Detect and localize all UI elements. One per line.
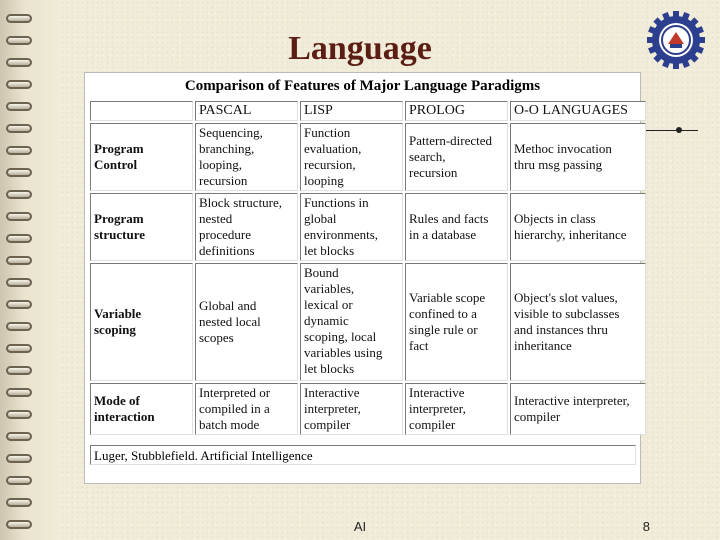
table-row bbox=[90, 383, 646, 435]
binding-ring bbox=[6, 80, 32, 89]
table-row bbox=[90, 123, 646, 191]
page-number: 8 bbox=[642, 519, 650, 534]
row-label: Mode of interaction bbox=[90, 383, 193, 435]
comparison-table-figure bbox=[84, 72, 641, 484]
table-cell: Sequencing, branching, looping, recursion bbox=[195, 123, 298, 191]
binding-ring bbox=[6, 454, 32, 463]
table-cell: Pattern-directed search, recursion bbox=[405, 123, 508, 191]
table-cell: Rules and facts in a database bbox=[405, 193, 508, 261]
binding-ring bbox=[6, 520, 32, 529]
header-prolog: PROLOG bbox=[405, 101, 508, 121]
table-cell: Variable scope confined to a single rule or fact bbox=[405, 263, 508, 381]
binding-ring bbox=[6, 278, 32, 287]
table-cell: Interactive interpreter, compiler bbox=[405, 383, 508, 435]
table-cell: Objects in class hierarchy, inheritance bbox=[510, 193, 646, 261]
comparison-table bbox=[88, 99, 648, 437]
table-cell: Function evaluation, recursion, looping bbox=[300, 123, 403, 191]
table-title: Comparison of Features of Major Language Paradigms bbox=[184, 78, 541, 94]
header-pascal: PASCAL bbox=[195, 101, 298, 121]
table-row bbox=[90, 263, 646, 381]
binding-ring bbox=[6, 344, 32, 353]
binding-ring bbox=[6, 388, 32, 397]
binding-ring bbox=[6, 498, 32, 507]
binding-ring bbox=[6, 168, 32, 177]
header-oo-languages: O-O LANGUAGES bbox=[510, 101, 646, 121]
decorative-rule bbox=[640, 130, 698, 131]
footer-label: AI bbox=[353, 519, 367, 534]
binding-ring bbox=[6, 366, 32, 375]
row-label: Program Control bbox=[90, 123, 193, 191]
binding-ring bbox=[6, 410, 32, 419]
table-header-row bbox=[90, 101, 646, 121]
spiral-binding bbox=[0, 0, 60, 540]
row-label: Program structure bbox=[90, 193, 193, 261]
binding-ring bbox=[6, 124, 32, 133]
table-cell: Methoc invocation thru msg passing bbox=[510, 123, 646, 191]
binding-ring bbox=[6, 476, 32, 485]
table-cell: Interpreted or compiled in a batch mode bbox=[195, 383, 298, 435]
table-cell: Global and nested local scopes bbox=[195, 263, 298, 381]
gear-logo-icon bbox=[646, 10, 706, 70]
table-cell: Interactive interpreter, compiler bbox=[300, 383, 403, 435]
decorative-dot bbox=[676, 127, 682, 133]
table-cell: Block structure, nested procedure definitions bbox=[195, 193, 298, 261]
binding-ring bbox=[6, 234, 32, 243]
table-cell: Interactive interpreter, compiler bbox=[510, 383, 646, 435]
binding-ring bbox=[6, 212, 32, 221]
binding-ring bbox=[6, 102, 32, 111]
table-cell: Object's slot values, visible to subclasses and instances thru inheritance bbox=[510, 263, 646, 381]
binding-ring bbox=[6, 300, 32, 309]
binding-ring bbox=[6, 256, 32, 265]
binding-ring bbox=[6, 432, 32, 441]
table-cell: Bound variables, lexical or dynamic scoping, local variables using let blocks bbox=[300, 263, 403, 381]
slide-title: Language bbox=[288, 30, 432, 67]
table-row bbox=[90, 193, 646, 261]
row-label: Variable scoping bbox=[90, 263, 193, 381]
binding-ring bbox=[6, 14, 32, 23]
binding-ring bbox=[6, 146, 32, 155]
header-lisp: LISP bbox=[300, 101, 403, 121]
header-empty-cell bbox=[90, 101, 193, 121]
table-cell: Functions in global environments, let blocks bbox=[300, 193, 403, 261]
table-caption: Luger, Stubblefield. Artificial Intelligence bbox=[90, 445, 636, 465]
binding-ring bbox=[6, 190, 32, 199]
binding-ring bbox=[6, 322, 32, 331]
